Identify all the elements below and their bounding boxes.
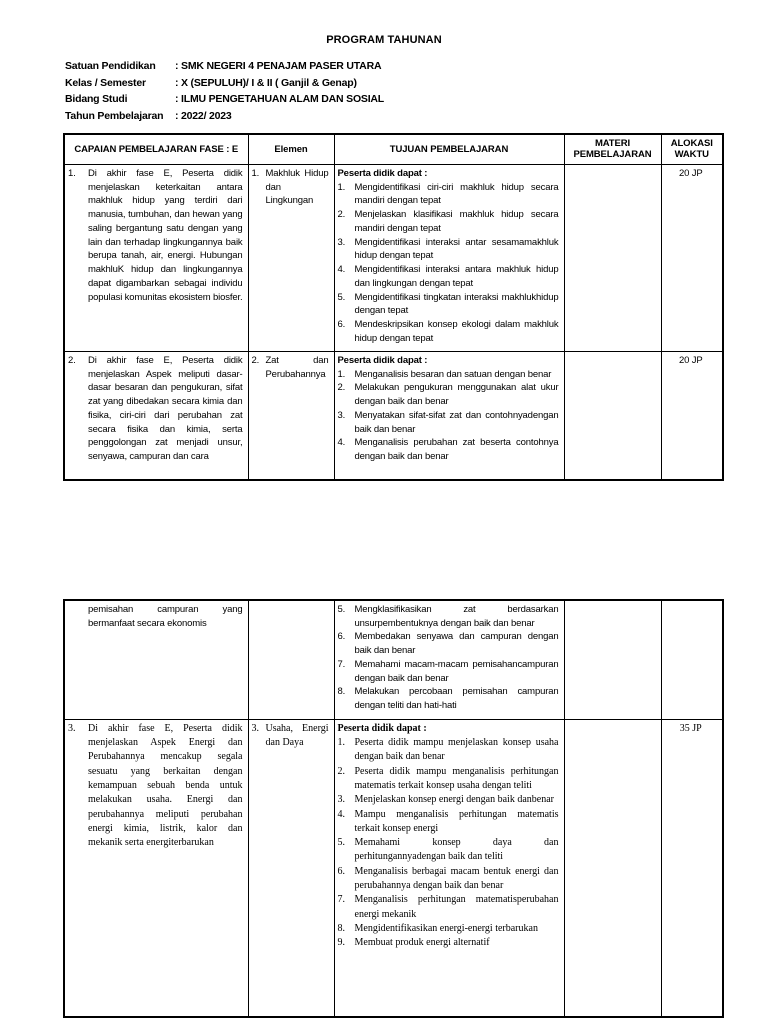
info-row: [65, 110, 768, 127]
info-value: : SMK NEGERI 4 PENAJAM PASER UTARA: [175, 60, 382, 72]
tujuan-item: [338, 893, 559, 922]
capaian-cell: [64, 351, 248, 480]
item-number: 3.: [68, 722, 76, 734]
item-number: 6.: [337, 631, 346, 643]
item-number: 2.: [337, 209, 346, 221]
materi-cell: [564, 351, 661, 480]
item-text: Menganalisis besaran dan satuan dengan benar: [354, 368, 552, 380]
info-label: Bidang Studi: [65, 93, 128, 105]
tujuan-item: [338, 936, 559, 950]
tujuan-list: [338, 181, 559, 346]
item-text: Mengidentifikasi interaksi antar sesamamakhluk hidup dengan tepat: [354, 236, 559, 262]
column-header-materi: MATERI PEMBELAJARAN: [564, 134, 661, 164]
item-text: Mengklasifikasikan zat berdasarkan unsurpembentuknya dengan baik dan benar: [354, 603, 559, 629]
item-number: 1.: [251, 167, 260, 179]
tujuan-title: Peserta didik dapat :: [337, 354, 428, 366]
tujuan-item: [338, 291, 559, 319]
item-number: 3.: [251, 722, 259, 734]
capaian-text: pemisahan campuran yang bermanfaat secara ekonomis: [88, 603, 243, 629]
info-value: : ILMU PENGETAHUAN ALAM DAN SOSIAL: [175, 93, 385, 105]
alokasi-cell: 20 JP: [661, 351, 723, 480]
tujuan-cell: [334, 600, 564, 720]
tujuan-item: [338, 318, 559, 346]
elemen-cell: [248, 164, 334, 351]
capaian-text: Di akhir fase E, Peserta didik menjelaskan keterkaitan antara makhluk hidup yang terdiri dari manusia, tumbuhan, dan hewan yang saling bergantung satu dengan yang lain dan terhadap lingkungannya baik berupa tanah, air, energi. Hubungan makhluK hidup dan lingkungannya dapat digambarkan sebagai individu populasi komunitas ekosistem biosfer.: [88, 167, 243, 303]
tujuan-item: [338, 808, 559, 837]
tujuan-cell: [334, 719, 564, 1017]
materi-cell: [564, 600, 661, 720]
tujuan-title: Peserta didik dapat :: [337, 722, 427, 734]
info-value: : 2022/ 2023: [175, 109, 232, 122]
item-text: Peserta didik mampu menganalisis perhitungan matematis terkait konsep usaha dengan teliti: [354, 765, 559, 791]
item-text: Menjelaskan klasifikasi makhluk hidup secara mandiri dengan tepat: [354, 209, 559, 234]
item-number: 1.: [337, 181, 346, 193]
tujuan-list: [338, 736, 559, 950]
item-text: Peserta didik mampu menjelaskan konsep usaha dengan baik dan benar: [354, 737, 559, 763]
item-number: 1.: [337, 737, 345, 749]
item-text: Membuat produk energi alternatif: [354, 937, 490, 949]
info-block: [65, 60, 768, 126]
info-row: [65, 60, 768, 77]
table-header-row: [64, 134, 723, 164]
item-number: 3.: [337, 409, 346, 421]
table-row: [64, 164, 723, 351]
item-number: 5.: [337, 603, 346, 615]
tujuan-item: [338, 793, 559, 807]
column-header-capaian: CAPAIAN PEMBELAJARAN FASE : E: [64, 134, 248, 164]
tujuan-item: [338, 630, 559, 658]
info-value: : X (SEPULUH)/ I & II ( Ganjil & Genap): [175, 76, 357, 89]
tujuan-item: [338, 603, 559, 631]
tujuan-item: [338, 922, 559, 936]
item-number: 9.: [337, 937, 345, 949]
tujuan-item: [338, 263, 559, 291]
tujuan-item: [338, 736, 559, 765]
materi-cell: [564, 164, 661, 351]
table-row: [64, 719, 723, 1017]
item-number: 2.: [337, 765, 345, 777]
info-label: Tahun Pembelajaran: [65, 109, 164, 122]
item-number: 7.: [337, 894, 345, 906]
item-number: 2.: [251, 354, 260, 366]
tujuan-title: Peserta didik dapat :: [337, 167, 428, 179]
item-text: Mengidentifikasi ciri-ciri makhluk hidup secara mandiri dengan tepat: [354, 181, 559, 207]
column-header-elemen: Elemen: [248, 134, 334, 164]
tujuan-item: [338, 865, 559, 894]
item-number: 2.: [68, 354, 76, 366]
item-text: Menganalisis perubahan zat beserta contohnya dengan baik dan benar: [354, 437, 559, 463]
tujuan-item: [338, 436, 559, 464]
column-header-alokasi: ALOKASI WAKTU: [661, 134, 723, 164]
item-text: Menganalisis perhitungan matematisperubahan energi mekanik: [354, 894, 559, 920]
item-number: 1.: [68, 167, 76, 179]
item-text: Menganalisis berbagai macam bentuk energi dan perubahannya dengan baik dan benar: [354, 865, 559, 892]
tujuan-cell: [334, 351, 564, 480]
elemen-cell: [248, 351, 334, 480]
item-number: 7.: [337, 658, 346, 670]
item-number: 4.: [337, 264, 346, 276]
tujuan-item: [338, 409, 559, 437]
prota-table-page1: [63, 133, 724, 481]
item-text: Mendeskripsikan konsep ekologi dalam makhluk hidup dengan tepat: [354, 319, 559, 344]
item-number: 3.: [337, 236, 346, 248]
info-row: [65, 93, 768, 110]
item-text: Mampu menganalisis perhitungan matematis terkait konsep energi: [354, 808, 559, 834]
item-text: Memahami konsep daya dan perhitungannyadengan baik dan teliti: [354, 837, 559, 863]
item-text: Memahami macam-macam pemisahancampuran dengan baik dan benar: [354, 658, 559, 684]
tujuan-item: [338, 381, 559, 409]
materi-cell: [564, 719, 661, 1017]
prota-table-page2: [63, 599, 724, 1018]
item-number: 8.: [337, 686, 346, 698]
document-title: PROGRAM TAHUNAN: [326, 34, 442, 46]
item-number: 5.: [337, 291, 346, 303]
capaian-text: Di akhir fase E, Peserta didik menjelaskan Aspek Energi dan Perubahannya mencakup segala sesuatu yang berkaitan dengan kemampuan sebuah benda untuk melakukan usaha. Energi dan perubahannya meliputi perubahan energi kimia, listrik, kalor dan mekanik serta energiterbarukan: [88, 722, 243, 849]
elemen-text: Usaha, Energi dan Daya: [265, 722, 329, 749]
capaian-text: Di akhir fase E, Peserta didik menjelaskan Aspek meliputi dasar-dasar besaran dan pengukuran, sifat zat yang dibedakan secara kimia dan fisika, ciri-ciri dari perubahan zat secara fisika dan kimia, serta penggolongan zat menjadi unsur, senyawa, campuran dan cara: [88, 354, 243, 463]
item-text: Mengidentifikasi interaksi antara makhluk hidup dan lingkungan dengan tepat: [354, 264, 559, 289]
item-number: 1.: [337, 368, 346, 380]
item-number: 4.: [337, 437, 346, 449]
item-number: 6.: [337, 865, 345, 877]
item-text: Melakukan percobaan pemisahan campuran dengan teliti dan hati-hati: [354, 686, 559, 712]
item-number: 2.: [337, 382, 346, 394]
info-row: [65, 77, 768, 94]
item-number: 6.: [337, 319, 346, 331]
elemen-text: Makhluk Hidup dan Lingkungan: [265, 167, 329, 207]
item-text: Melakukan pengukuran menggunakan alat ukur dengan baik dan benar: [354, 382, 559, 408]
elemen-text: Zat dan Perubahannya: [265, 354, 329, 380]
alokasi-cell: 20 JP: [661, 164, 723, 351]
item-number: 3.: [337, 794, 345, 806]
tujuan-item: [338, 685, 559, 713]
item-text: Menjelaskan konsep energi dengan baik danbenar: [354, 794, 554, 806]
tujuan-item: [338, 765, 559, 794]
info-label: Satuan Pendidikan: [65, 60, 156, 72]
item-text: Membedakan senyawa dan campuran dengan baik dan benar: [354, 631, 559, 657]
item-number: 4.: [337, 808, 345, 820]
capaian-cell: [64, 719, 248, 1017]
info-label: Kelas / Semester: [65, 76, 146, 89]
elemen-cell: [248, 600, 334, 720]
tujuan-item: [338, 836, 559, 865]
tujuan-cell: [334, 164, 564, 351]
tujuan-item: [338, 181, 559, 209]
continuation-row: [64, 600, 723, 720]
alokasi-cell: [661, 600, 723, 720]
tujuan-item: [338, 236, 559, 264]
item-text: Menyatakan sifat-sifat zat dan contohnyadengan baik dan benar: [354, 409, 559, 435]
table-row: [64, 351, 723, 480]
capaian-cell: [64, 164, 248, 351]
tujuan-item: [338, 658, 559, 686]
item-text: Mengidentifikasi tingkatan interaksi makhlukhidup dengan tepat: [354, 291, 559, 317]
tujuan-list: [338, 368, 559, 464]
item-text: Mengidentifikasikan energi-energi terbarukan: [354, 922, 538, 934]
elemen-cell: [248, 719, 334, 1017]
alokasi-cell: 35 JP: [661, 719, 723, 1017]
item-number: 8.: [337, 922, 345, 934]
tujuan-item: [338, 208, 559, 236]
capaian-cell: [64, 600, 248, 720]
item-number: 5.: [337, 837, 345, 849]
tujuan-item: [338, 368, 559, 382]
tujuan-list: [338, 603, 559, 713]
column-header-tujuan: TUJUAN PEMBELAJARAN: [334, 134, 564, 164]
